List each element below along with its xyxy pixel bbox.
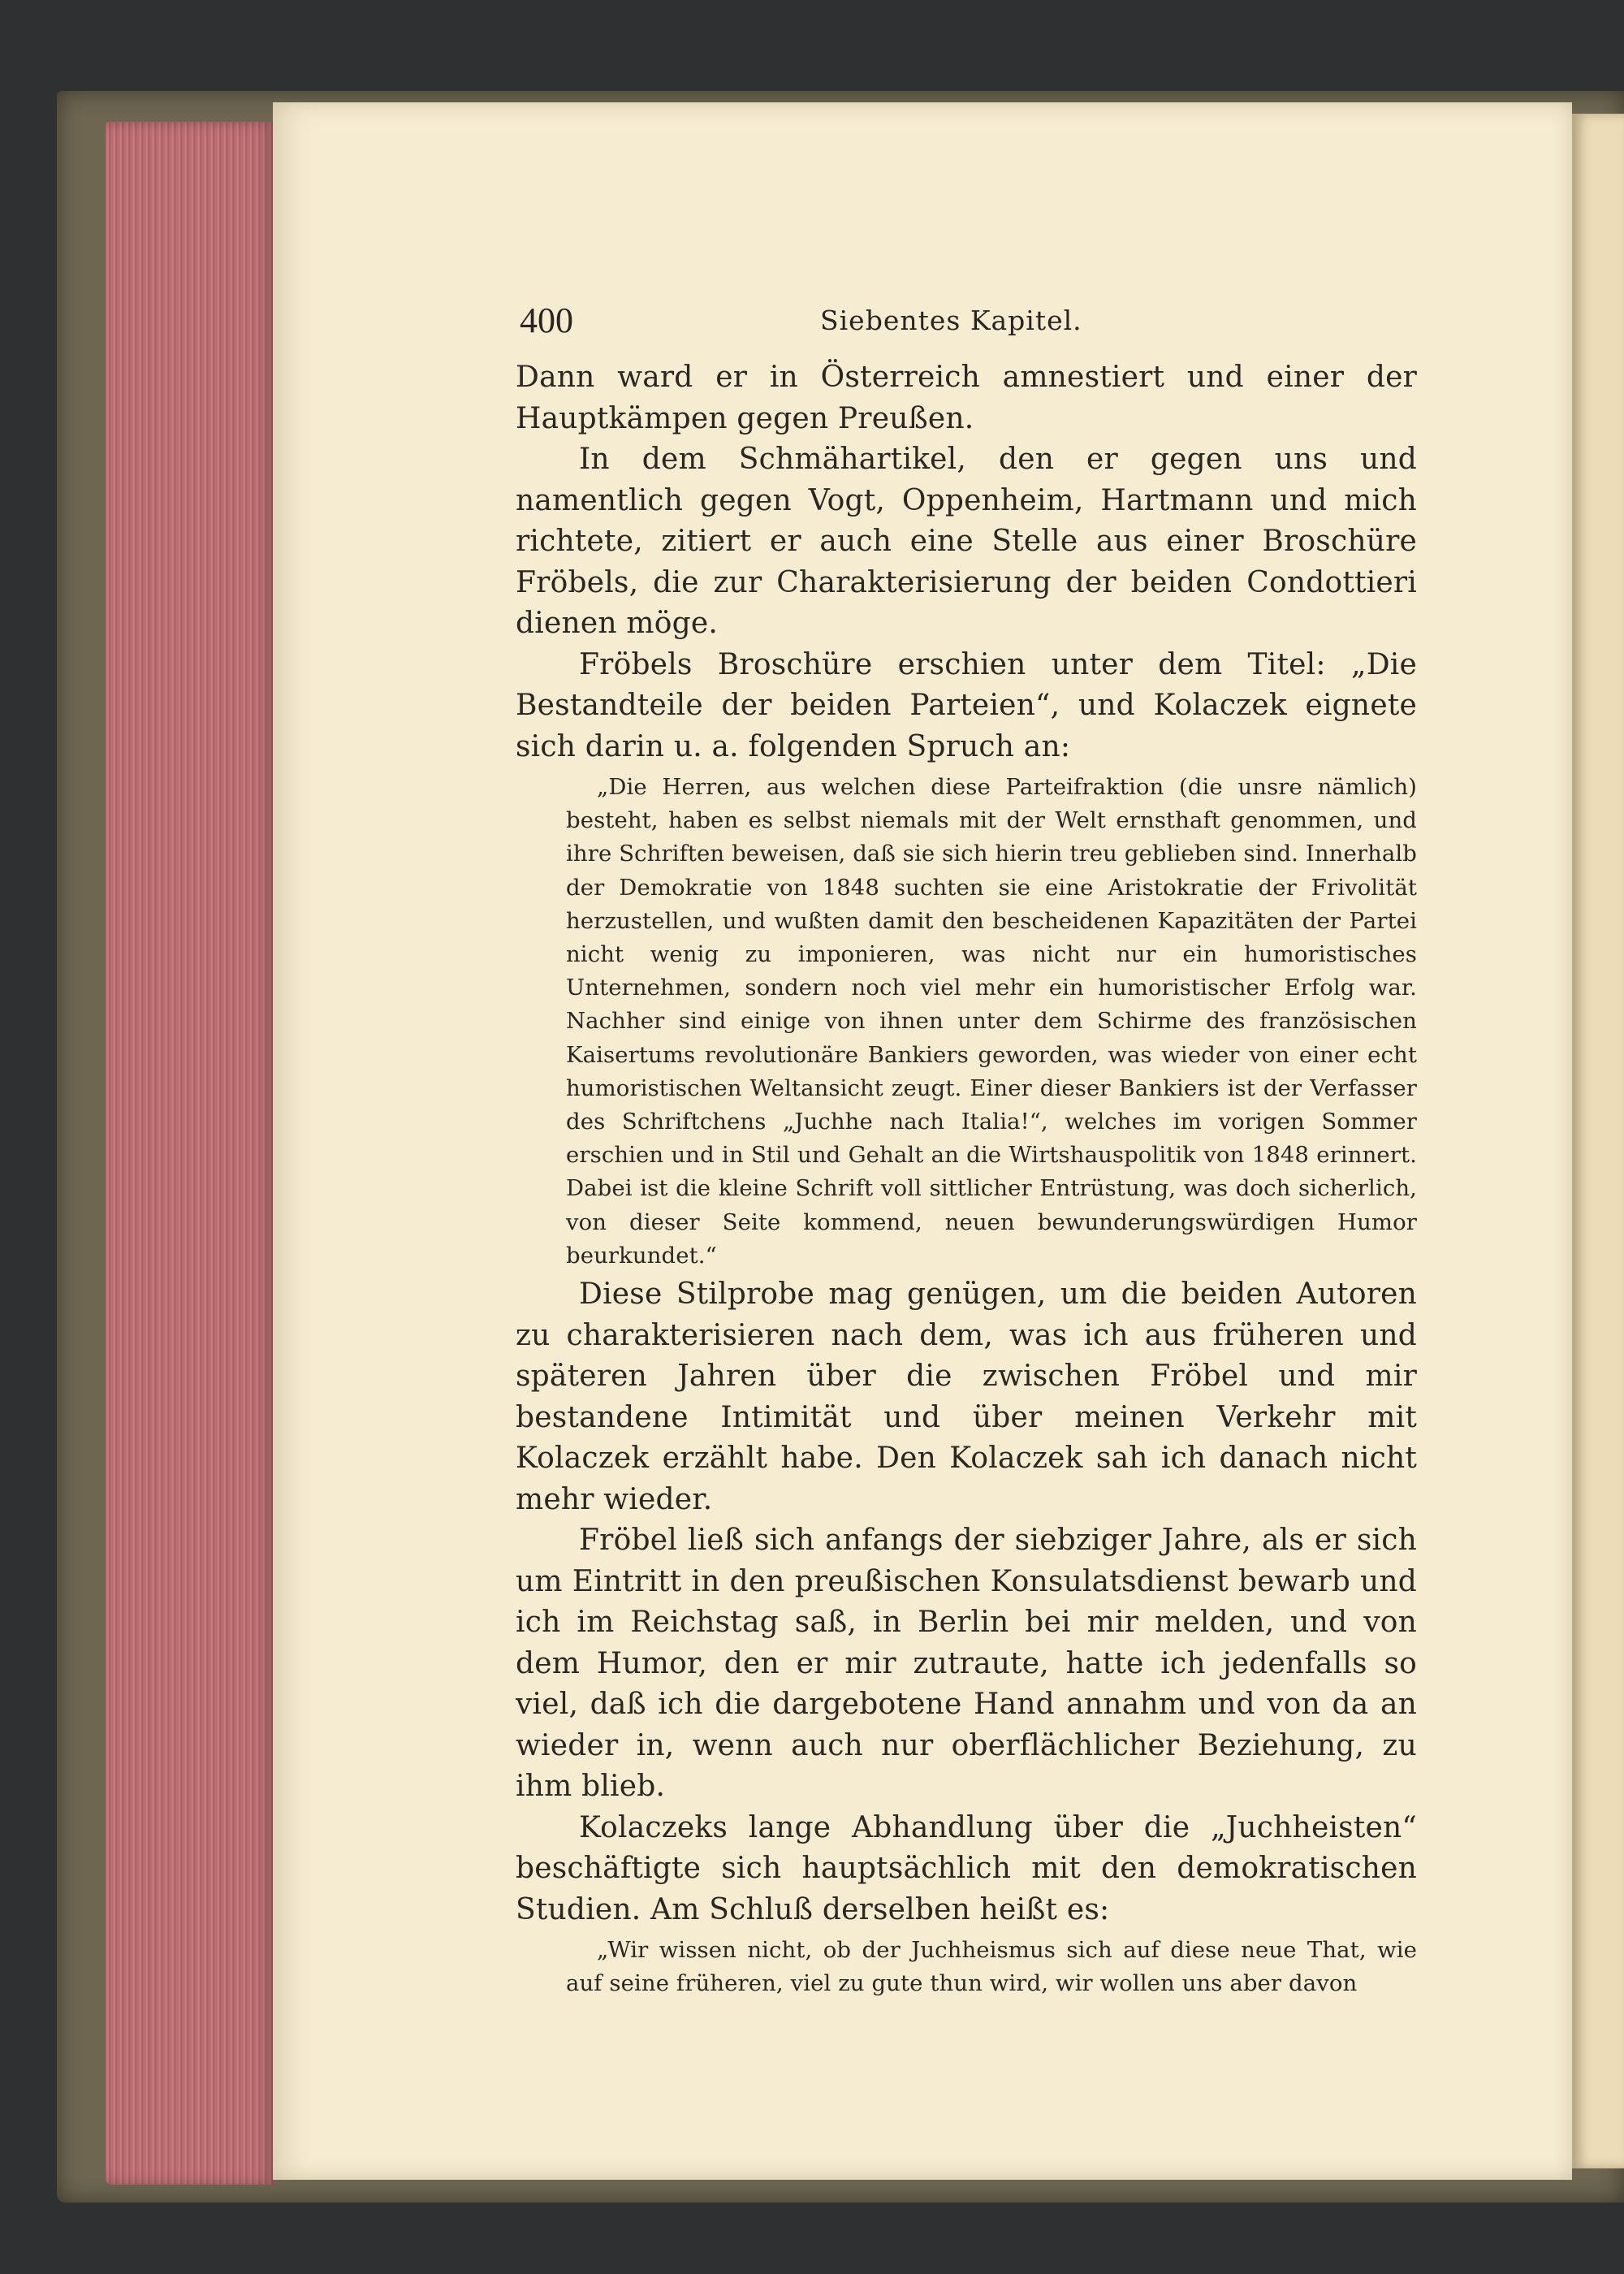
- paragraph-4: Diese Stilprobe mag genügen, um die beiden Autoren zu charakterisieren nach dem, was ich aus früheren und späteren Jahren über die zwischen Fröbel und mir bestandene Intimität und über meinen Verkehr mit Kolaczek erzählt habe. Den Kolaczek sah ich danach nicht mehr wieder.: [516, 1278, 1417, 1516]
- paragraph-6: Kolaczeks lange Abhandlung über die „Juchheisten“ beschäftigte sich hauptsächlich mit den demokratischen Studien. Am Schluß derselben heißt es:: [516, 1810, 1417, 1926]
- block-quote-1-text: „Die Herren, aus welchen diese Parteifraktion (die unsre nämlich) besteht, haben es selbst niemals mit der Welt ernsthaft genommen, und ihre Schriften beweisen, daß sie sich hierin treu geblieben sind. Innerhalb der Demokratie von 1848 suchten sie eine Aristokratie der Frivolität herzustellen, und wußten damit den bescheidenen Kapazitäten der Partei nicht wenig zu imponieren, was nicht nur ein humoristisches Unternehmen, sondern noch viel mehr ein humoristischer Erfolg war. Nachher sind einige von ihnen unter dem Schirme des französischen Kaisertums revolutionäre Bankiers geworden, was wieder von einer echt humoristischen Weltansicht zeugt. Einer dieser Bankiers ist der Verfasser des Schriftchens „Juchhe nach Italia!“, welches im vorigen Sommer erschien und in Stil und Gehalt an die Wirtshauspolitik von 1848 erinnert. Dabei ist die kleine Schrift voll sittlicher Entrüstung, was doch sicherlich, von dieser Seite kommend, neuen bewunderungswürdigen Humor beurkundet.“: [566, 774, 1417, 1269]
- page-header: [520, 296, 1413, 345]
- running-title: Siebentes Kapitel.: [820, 305, 1082, 336]
- block-quote-2: [516, 1934, 1417, 2000]
- paragraph-3: Fröbels Broschüre erschien unter dem Titel: „Die Bestandteile der beiden Parteien“, und Kolaczek eignete sich darin u. a. folgenden Spruch an:: [516, 647, 1417, 763]
- block-quote-1: [516, 771, 1417, 1273]
- paragraph-1: Dann ward er in Österreich amnestiert und einer der Hauptkämpen gegen Preußen.: [516, 361, 1417, 435]
- paragraph-2: In dem Schmähartikel, den er gegen uns und namentlich gegen Vogt, Oppenheim, Hartmann und mich richtete, zitiert er auch eine Stelle aus einer Broschüre Fröbels, die zur Charakterisierung der beiden Condottieri dienen möge.: [516, 443, 1417, 640]
- page-edges: [106, 122, 276, 2185]
- page-number: 400: [520, 300, 573, 340]
- block-quote-2-text: „Wir wissen nicht, ob der Juchheismus sich auf diese neue That, wie auf seine früheren, viel zu gute thun wird, wir wollen uns aber davon: [566, 1937, 1417, 1997]
- facing-page-edge: [1572, 114, 1624, 2168]
- page-body: [516, 357, 1417, 2002]
- paragraph-5: Fröbel ließ sich anfangs der siebziger Jahre, als er sich um Eintritt in den preußischen Konsulatsdienst bewarb und ich im Reichstag saß, in Berlin bei mir melden, und von dem Humor, den er mir zutraute, hatte ich jedenfalls so viel, daß ich die dargebotene Hand annahm und von da an wieder in, wenn auch nur oberflächlicher Beziehung, zu ihm blieb.: [516, 1524, 1417, 1804]
